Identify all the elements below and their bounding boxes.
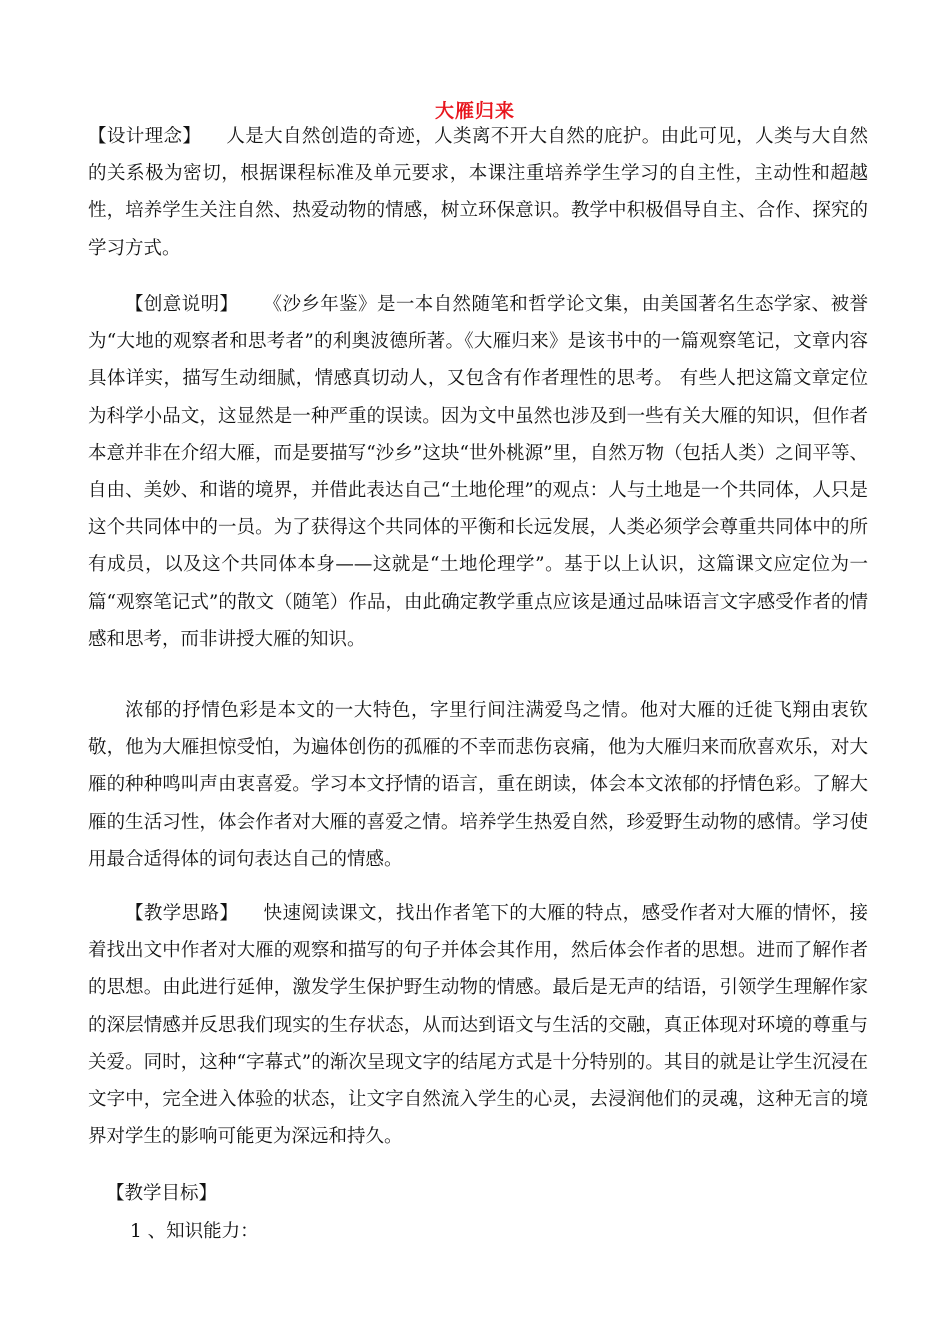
design-concept-text: 人是大自然创造的奇迹，人类离不开大自然的庇护。由此可见，人类与大自然的关系极为密切，根据课程标准及单元要求，本课注重培养学生学习的自主性，主动性和超越性，培养学生关注自然、热爱动物的情感，树立环保意识。教学中积极倡导自主、合作、探究的学习方式。 [88, 126, 868, 259]
creative-notes-label: 【创意说明】 [125, 294, 239, 315]
label-gap [238, 903, 263, 924]
design-concept-paragraph [88, 118, 868, 267]
document-title: 大雁归来 [434, 100, 515, 122]
teaching-goal-item-1: 1 、知识能力： [130, 1221, 259, 1242]
teaching-idea-text: 快速阅读课文，找出作者笔下的大雁的特点，感受作者对大雁的情怀，接着找出文中作者对大雁的观察和描写的句子并体会其作用，然后体会作者的思想。进而了解作者的思想。由此进行延伸，激发学生保护野生动物的情感。最后是无声的结语，引领学生理解作家的深层情感并反思我们现实的生存状态，从而达到语文与生活的交融，真正体现对环境的尊重与关爱。同时，这种“字幕式”的渐次呈现文字的结尾方式是十分特别的。其目的就是让学生沉浸在文字中，完全进入体验的状态，让文字自然流入学生的心灵，去浸润他们的灵魂，这种无言的境界对学生的影响可能更为深远和持久。 [88, 903, 868, 1148]
creative-notes-paragraph [88, 286, 868, 658]
label-gap [238, 294, 263, 315]
label-gap [201, 126, 226, 147]
teaching-idea-paragraph [88, 895, 868, 1155]
design-concept-label: 【设计理念】 [88, 126, 202, 147]
creative-notes-text: 《沙乡年鉴》是一本自然随笔和哲学论文集，由美国著名生态学家、被誉为“大地的观察者和思考者”的利奥波德所著。《大雁归来》是该书中的一篇观察笔记，文章内容具体详实，描写生动细腻，情感真切动人，又包含有作者理性的思考。 有些人把这篇文章定位为科学小品文，这显然是一种严重的误读。因为文中虽然也涉及到一些有关大雁的知识，但作者本意并非在介绍大雁，而是要描写“沙乡”这块“世外桃源”里，自然万物（包括人类）之间平等、自由、美妙、和谐的境界，并借此表达自己“土地伦理”的观点：人与土地是一个共同体，人只是这个共同体中的一员。为了获得这个共同体的平衡和长远发展，人类必须学会尊重共同体中的所有成员，以及这个共同体本身——这就是“土地伦理学”。基于以上认识，这篇课文应定位为一篇“观察笔记式”的散文（随笔）作品，由此确定教学重点应该是通过品味语言文字感受作者的情感和思考，而非讲授大雁的知识。 [88, 294, 868, 650]
teaching-idea-label: 【教学思路】 [125, 903, 239, 924]
teaching-goals-heading: 【教学目标】 [106, 1183, 218, 1204]
emotion-paragraph: 浓郁的抒情色彩是本文的一大特色，字里行间注满爱鸟之情。他对大雁的迁徙飞翔由衷钦敬，他为大雁担惊受怕，为遍体创伤的孤雁的不幸而悲伤哀痛，他为大雁归来而欣喜欢乐，对大雁的种种鸣叫声由衷喜爱。学习本文抒情的语言，重在朗读，体会本文浓郁的抒情色彩。了解大雁的生活习性，体会作者对大雁的喜爱之情。培养学生热爱自然，珍爱野生动物的感情。学习使用最合适得体的词句表达自己的情感。 [88, 700, 868, 870]
